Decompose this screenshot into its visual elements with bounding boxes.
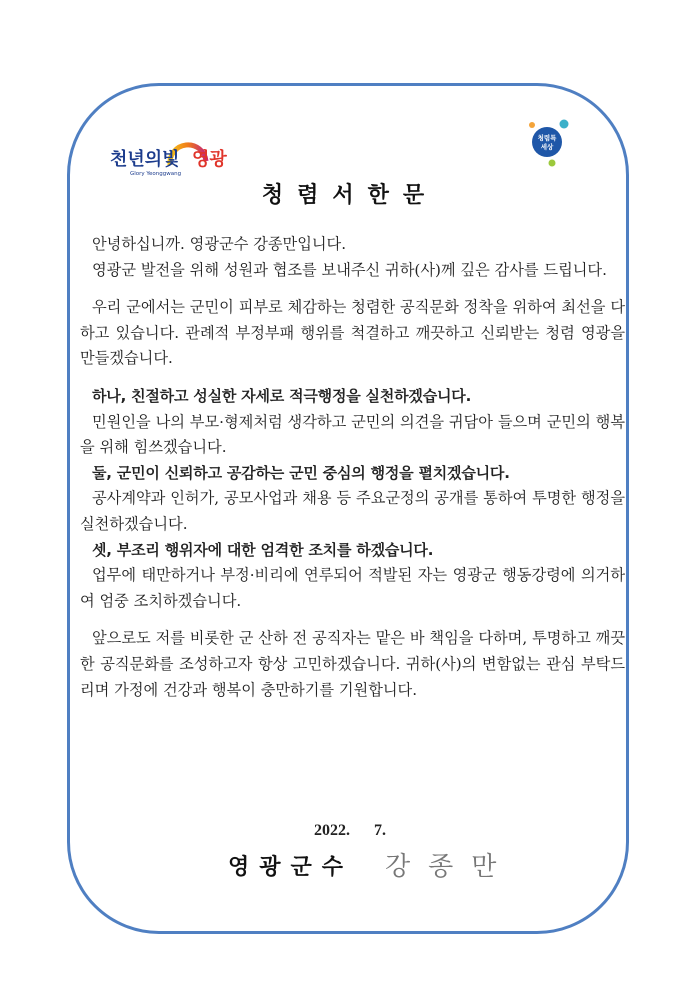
integrity-circle-icon [525,115,580,170]
pledge-text-2: 공사계약과 인허가, 공모사업과 채용 등 주요군정의 공개를 통하여 투명한 행정을 실천하겠습니다. [80,489,625,533]
pledge-text-3: 업무에 태만하거나 부정·비리에 연루되어 적발된 자는 영광군 행동강령에 의거하여 엄중 조치하겠습니다. [80,566,625,610]
pledge-heading-2: 둘, 군민이 신뢰하고 공감하는 군민 중심의 행정을 펼치겠습니다. [92,463,510,482]
letter-body [80,232,625,703]
integrity-badge-logo [525,115,580,170]
pledge-heading-3: 셋, 부조리 행위자에 대한 엄격한 조치를 하겠습니다. [92,540,434,559]
closing-paragraph: 앞으로도 저를 비롯한 군 산하 전 공직자는 맡은 바 책임을 다하며, 투명하고 깨끗한 공직문화를 조성하고자 항상 고민하겠습니다. 귀하(사)의 변함없는 관심 부탁드리며 가정에 건강과 행복이 충만하기를 기원합니다. [80,629,625,699]
intro-paragraph: 우리 군에서는 군민이 피부로 체감하는 청렴한 공직문화 정착을 위하여 최선을 다 하고 있습니다. 관례적 부정부패 행위를 척결하고 깨끗하고 신뢰받는 청렴 영광을 만들겠습니다. [80,298,625,368]
thanks-paragraph: 영광군 발전을 위해 성원과 협조를 보내주신 귀하(사)께 깊은 감사를 드립니다. [92,260,607,279]
letter-date: 2022. 7. [314,822,386,839]
handwritten-signature: 강종만 [385,852,515,882]
svg-text:천년의빛: 천년의빛 [110,149,180,170]
county-slogan-logo [108,135,243,180]
greeting-paragraph: 안녕하십니까. 영광군수 강종만입니다. [92,235,347,253]
svg-text:세상: 세상 [540,143,554,151]
signer-title: 영광군수 [228,855,354,880]
svg-text:영광: 영광 [192,149,227,170]
svg-text:Glory Yeonggwang: Glory Yeonggwang [130,171,182,177]
sunrise-arc-icon [108,135,243,180]
pledge-heading-1: 하나, 친절하고 성실한 자세로 적극행정을 실천하겠습니다. [92,386,472,405]
page-title: 청렴서한문 [261,183,439,208]
pledge-text-1: 민원인을 나의 부모·형제처럼 생각하고 군민의 의견을 귀담아 들으며 군민의 행복을 위해 힘쓰겠습니다. [80,412,625,457]
svg-text:청렴특: 청렴특 [537,134,557,142]
